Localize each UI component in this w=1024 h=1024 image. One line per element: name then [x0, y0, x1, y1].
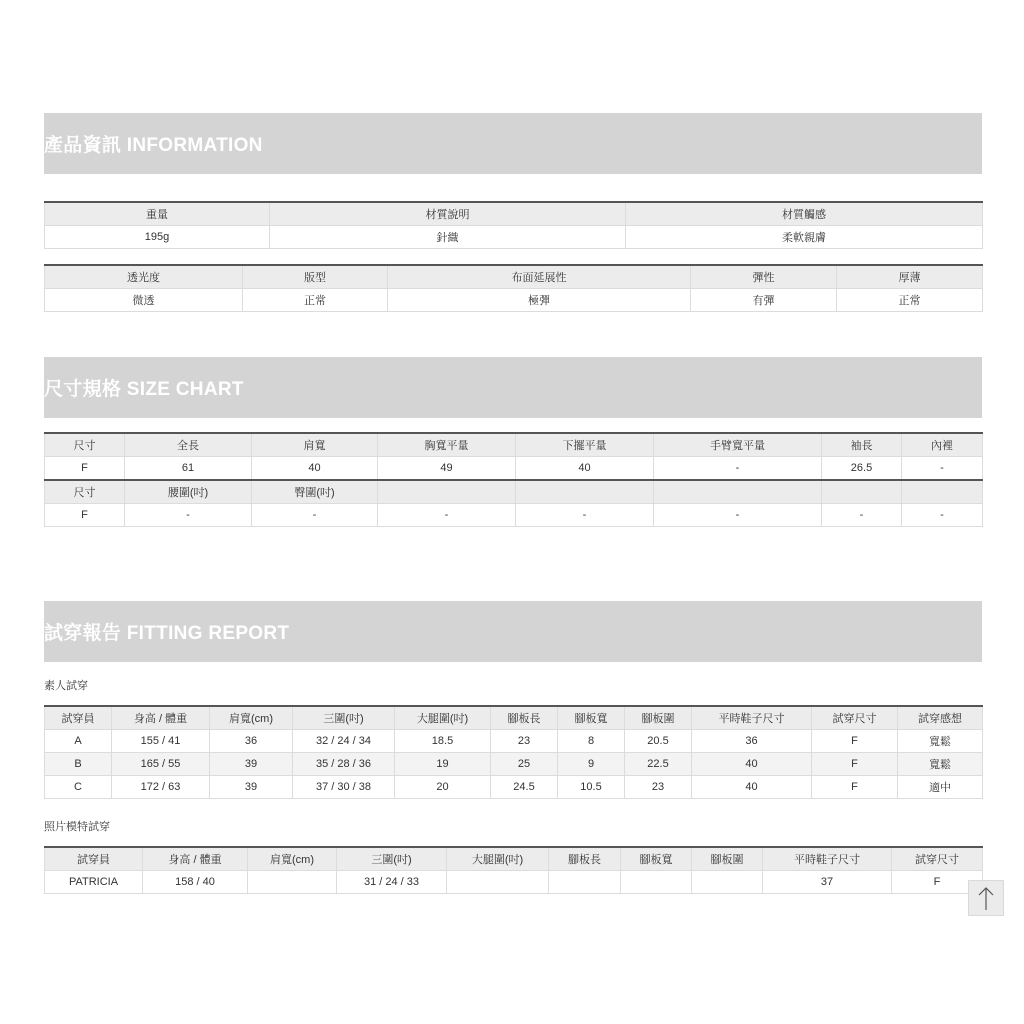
size-title: 尺寸規格 SIZE CHART: [44, 379, 244, 400]
header-cell: 肩寬(cm): [248, 847, 337, 871]
value-cell: 正常: [243, 289, 388, 312]
header-cell: 重量: [45, 202, 270, 226]
value-cell: 35 / 28 / 36: [293, 753, 395, 776]
header-cell: [902, 480, 983, 504]
fitting-title: 試穿報告 FITTING REPORT: [44, 623, 290, 644]
value-cell: F: [45, 457, 125, 481]
table-row: [45, 226, 983, 249]
header-cell: 試穿員: [45, 706, 112, 730]
value-cell: C: [45, 776, 112, 799]
value-cell: 柔軟親膚: [626, 226, 983, 249]
header-cell: 胸寬平量: [378, 433, 516, 457]
value-cell: 22.5: [625, 753, 692, 776]
value-cell: 23: [491, 730, 558, 753]
value-cell: 40: [692, 776, 812, 799]
amateur-fitting-label: 素人試穿: [44, 680, 88, 692]
info-table-1: [44, 201, 983, 249]
header-cell: 腳板寬: [558, 706, 625, 730]
value-cell: 172 / 63: [112, 776, 210, 799]
header-cell: [654, 480, 822, 504]
header-cell: 平時鞋子尺寸: [763, 847, 892, 871]
value-cell: 36: [210, 730, 293, 753]
value-cell: 寬鬆: [898, 753, 983, 776]
value-cell: [692, 871, 763, 894]
header-cell: 彈性: [691, 265, 837, 289]
value-cell: 32 / 24 / 34: [293, 730, 395, 753]
header-cell: 肩寬: [252, 433, 378, 457]
value-cell: 26.5: [822, 457, 902, 481]
info-title: 產品資訊 INFORMATION: [44, 135, 263, 156]
value-cell: PATRICIA: [45, 871, 143, 894]
header-cell: 腳板長: [491, 706, 558, 730]
value-cell: 適中: [898, 776, 983, 799]
header-cell: 腳板圍: [625, 706, 692, 730]
header-cell: 大腿圍(吋): [447, 847, 549, 871]
header-cell: 平時鞋子尺寸: [692, 706, 812, 730]
table-row: [45, 457, 983, 481]
header-cell: [822, 480, 902, 504]
header-cell: 厚薄: [837, 265, 983, 289]
header-cell: 下擺平量: [516, 433, 654, 457]
value-cell: 31 / 24 / 33: [337, 871, 447, 894]
header-cell: 尺寸: [45, 433, 125, 457]
value-cell: -: [822, 504, 902, 527]
value-cell: 40: [516, 457, 654, 481]
size-banner: [44, 357, 982, 418]
header-cell: 內裡: [902, 433, 983, 457]
value-cell: 18.5: [395, 730, 491, 753]
header-cell: 腳板寬: [621, 847, 692, 871]
table-row: [45, 753, 983, 776]
value-cell: 8: [558, 730, 625, 753]
value-cell: 165 / 55: [112, 753, 210, 776]
header-cell: 三圍(吋): [337, 847, 447, 871]
value-cell: [549, 871, 621, 894]
value-cell: 25: [491, 753, 558, 776]
value-cell: 49: [378, 457, 516, 481]
header-cell: 試穿尺寸: [892, 847, 983, 871]
value-cell: 19: [395, 753, 491, 776]
header-cell: [378, 480, 516, 504]
value-cell: B: [45, 753, 112, 776]
value-cell: 39: [210, 753, 293, 776]
value-cell: -: [902, 504, 983, 527]
value-cell: 10.5: [558, 776, 625, 799]
value-cell: 微透: [45, 289, 243, 312]
value-cell: F: [45, 504, 125, 527]
value-cell: 40: [692, 753, 812, 776]
header-cell: 腳板圍: [692, 847, 763, 871]
table-row: [45, 433, 983, 457]
value-cell: -: [252, 504, 378, 527]
value-cell: 158 / 40: [143, 871, 248, 894]
info-banner: [44, 113, 982, 174]
header-cell: 腳板長: [549, 847, 621, 871]
info-table-2: [44, 264, 983, 312]
value-cell: 37 / 30 / 38: [293, 776, 395, 799]
header-cell: 全長: [125, 433, 252, 457]
value-cell: F: [892, 871, 983, 894]
value-cell: 39: [210, 776, 293, 799]
value-cell: [447, 871, 549, 894]
value-cell: 正常: [837, 289, 983, 312]
header-cell: 身高 / 體重: [112, 706, 210, 730]
table-row: [45, 202, 983, 226]
value-cell: 針織: [270, 226, 626, 249]
header-cell: 試穿感想: [898, 706, 983, 730]
header-cell: 材質觸感: [626, 202, 983, 226]
value-cell: F: [812, 730, 898, 753]
header-cell: 試穿員: [45, 847, 143, 871]
header-cell: 手臂寬平量: [654, 433, 822, 457]
value-cell: [248, 871, 337, 894]
header-cell: 試穿尺寸: [812, 706, 898, 730]
header-cell: 袖長: [822, 433, 902, 457]
header-cell: 尺寸: [45, 480, 125, 504]
value-cell: 20.5: [625, 730, 692, 753]
table-row: [45, 289, 983, 312]
value-cell: -: [654, 504, 822, 527]
value-cell: 23: [625, 776, 692, 799]
value-cell: 155 / 41: [112, 730, 210, 753]
header-cell: 臀圍(吋): [252, 480, 378, 504]
value-cell: 61: [125, 457, 252, 481]
header-cell: 肩寬(cm): [210, 706, 293, 730]
table-row: [45, 706, 983, 730]
arrow-up-icon: [969, 881, 1003, 915]
header-cell: 版型: [243, 265, 388, 289]
value-cell: 36: [692, 730, 812, 753]
value-cell: -: [902, 457, 983, 481]
size-chart-table: [44, 432, 983, 527]
value-cell: -: [654, 457, 822, 481]
header-cell: 身高 / 體重: [143, 847, 248, 871]
header-cell: 腰圍(吋): [125, 480, 252, 504]
value-cell: 40: [252, 457, 378, 481]
header-cell: [516, 480, 654, 504]
table-row: [45, 847, 983, 871]
value-cell: F: [812, 753, 898, 776]
table-row: [45, 730, 983, 753]
value-cell: 9: [558, 753, 625, 776]
table-row: [45, 776, 983, 799]
value-cell: -: [378, 504, 516, 527]
value-cell: 37: [763, 871, 892, 894]
value-cell: 195g: [45, 226, 270, 249]
value-cell: A: [45, 730, 112, 753]
header-cell: 三圍(吋): [293, 706, 395, 730]
fitting-banner: [44, 601, 982, 662]
value-cell: 極彈: [388, 289, 691, 312]
amateur-fitting-table: [44, 705, 983, 799]
value-cell: 有彈: [691, 289, 837, 312]
value-cell: [621, 871, 692, 894]
value-cell: 20: [395, 776, 491, 799]
header-cell: 透光度: [45, 265, 243, 289]
table-row: [45, 265, 983, 289]
table-row: [45, 504, 983, 527]
header-cell: 材質說明: [270, 202, 626, 226]
back-to-top-button[interactable]: [968, 880, 1004, 916]
value-cell: 24.5: [491, 776, 558, 799]
model-fitting-table: [44, 846, 983, 894]
value-cell: -: [516, 504, 654, 527]
model-fitting-label: 照片模特試穿: [44, 821, 110, 833]
value-cell: F: [812, 776, 898, 799]
value-cell: 寬鬆: [898, 730, 983, 753]
value-cell: -: [125, 504, 252, 527]
header-cell: 大腿圍(吋): [395, 706, 491, 730]
table-row: [45, 480, 983, 504]
table-row: [45, 871, 983, 894]
header-cell: 布面延展性: [388, 265, 691, 289]
